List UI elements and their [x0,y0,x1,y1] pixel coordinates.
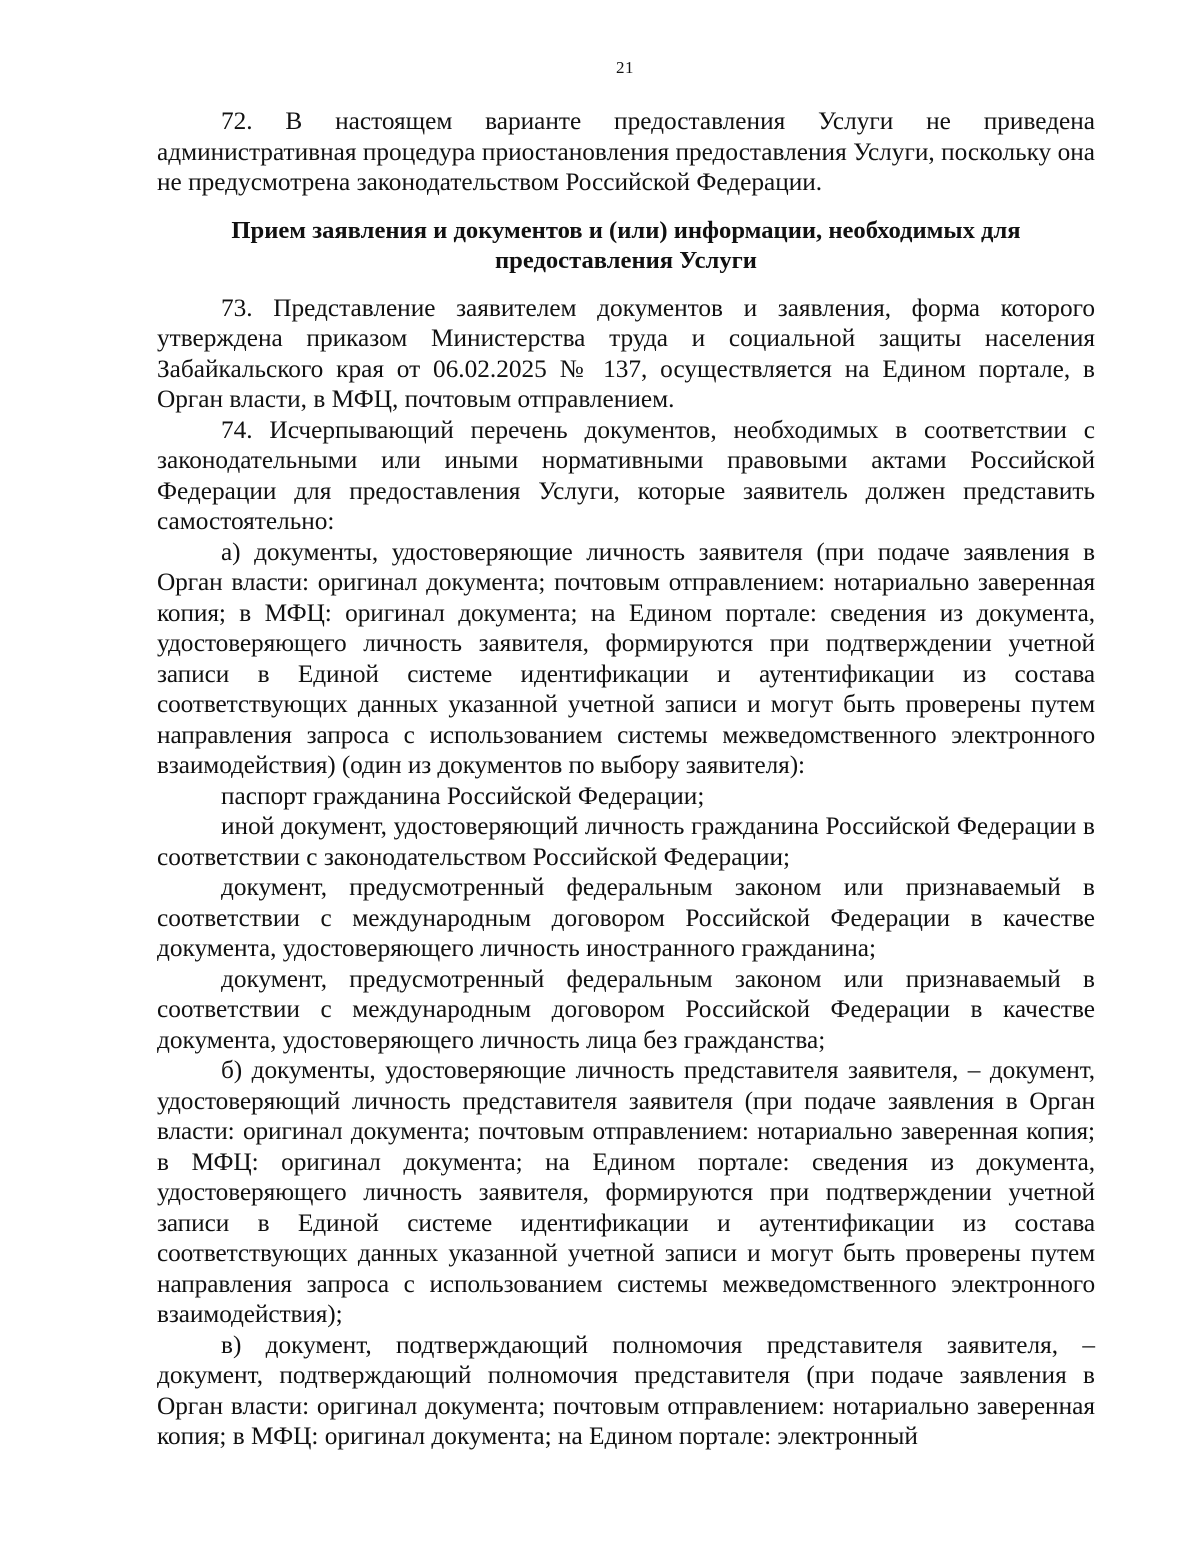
paragraph-74-a-item-1: паспорт гражданина Российской Федерации; [221,781,705,810]
paragraph-72: 72. В настоящем варианте предоставления Услуги не приведена административная процедура приостановления предоставления Услуги, поскольку она не предусмотрена законодательством Российской Федерации. [157,107,1095,196]
section-heading-line-1: Прием заявления и документов и (или) информации, необходимых для [231,216,1021,244]
paragraph-74: 74. Исчерпывающий перечень документов, необходимых в соответствии с законодательными или иными нормативными правовыми актами Российской Федерации для предоставления Услуги, которые заявитель должен представить самостоятельно: [157,415,1095,535]
document-body [157,106,1095,1452]
paragraph-73: 73. Представление заявителем документов и заявления, форма которого утверждена приказом Министерства труда и социальной защиты населения Забайкальского края от 06.02.2025 № 137, осуществляется на Едином портале, в Орган власти, в МФЦ, почтовым отправлением. [157,293,1095,413]
page-number: 21 [616,58,634,77]
paragraph-74-v: в) документ, подтверждающий полномочия представителя заявителя, – документ, подтверждающий полномочия представителя (при подаче заявления в Орган власти: оригинал документа; почтовым отправлением: нотариально заверенная копия; в МФЦ: оригинал документа; на Едином портале: электронный [157,1330,1095,1450]
paragraph-74-a-item-4: документ, предусмотренный федеральным законом или признаваемый в соответствии с международным договором Российской Федерации в качестве документа, удостоверяющего личность лица без гражданства; [157,964,1095,1054]
paragraph-74-a-item-3: документ, предусмотренный федеральным законом или признаваемый в соответствии с международным договором Российской Федерации в качестве документа, удостоверяющего личность иностранного гражданина; [157,873,1095,962]
paragraph-74-b: б) документы, удостоверяющие личность представителя заявителя, – документ, удостоверяющий личность представителя заявителя (при подаче заявления в Орган власти: оригинал документа; почтовым отправлением: нотариально заверенная копия; в МФЦ: оригинал документа; на Едином портале: сведения из документа, удостоверяющего личность заявителя, формируются при подтверждении учетной записи в Единой системе идентификации и аутентификации из состава соответствующих данных указанной учетной записи и могут быть проверены путем направления запроса с использованием системы межведомственного электронного взаимодействия); [157,1056,1095,1328]
paragraph-74-a-item-2: иной документ, удостоверяющий личность гражданина Российской Федерации в соответствии с законодательством Российской Федерации; [157,812,1095,871]
section-heading [157,216,1095,277]
paragraph-74-a: а) документы, удостоверяющие личность заявителя (при подаче заявления в Орган власти: оригинал документа; почтовым отправлением: нотариально заверенная копия; в МФЦ: оригинал документа; на Едином портале: сведения из документа, удостоверяющего личность заявителя, формируются при подтверждении учетной записи в Единой системе идентификации и аутентификации из состава соответствующих данных указанной учетной записи и могут быть проверены путем направления запроса с использованием системы межведомственного электронного взаимодействия) (один из документов по выбору заявителя): [157,537,1095,779]
section-heading-line-2: предоставления Услуги [495,247,757,274]
